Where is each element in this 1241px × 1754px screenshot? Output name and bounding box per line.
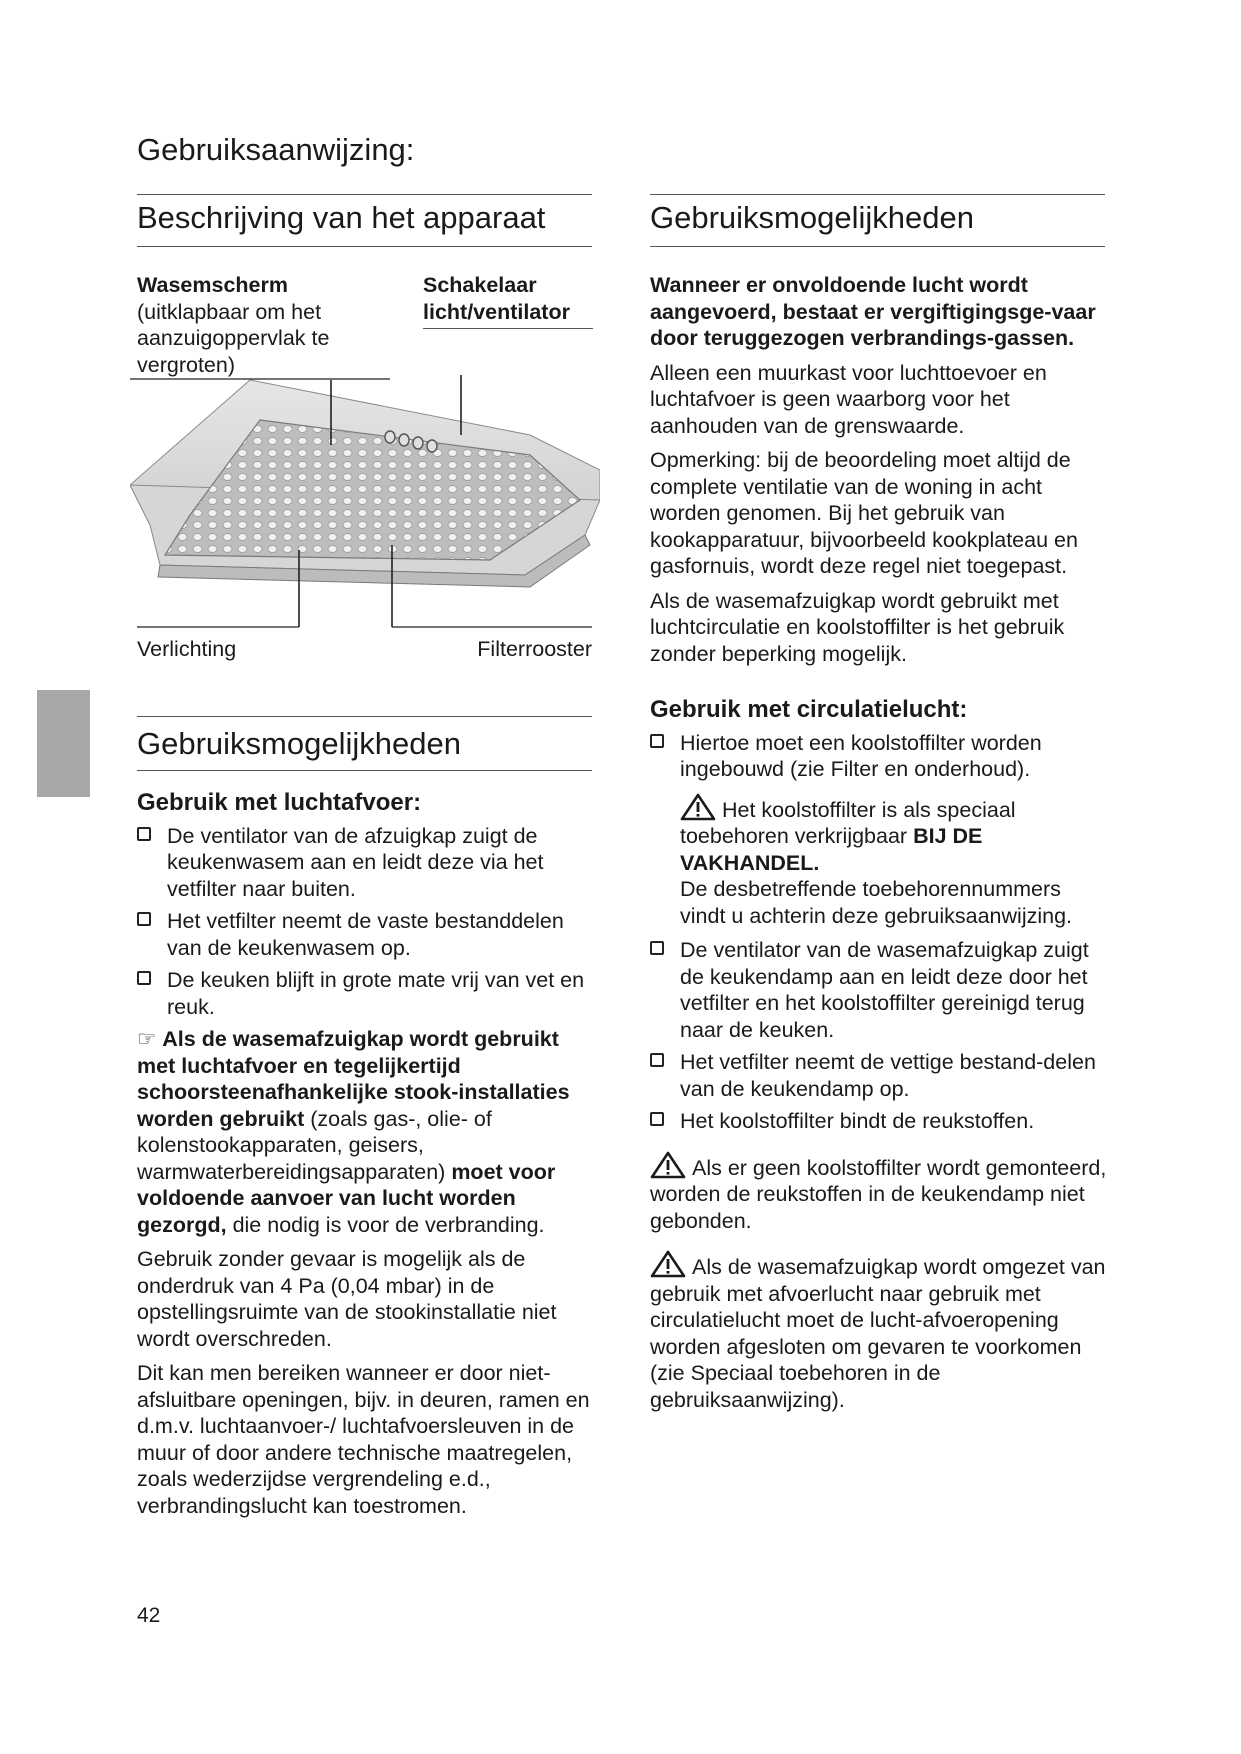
subheading-circulation: Gebruik met circulatielucht: xyxy=(650,696,968,723)
checkbox-bullet-icon xyxy=(650,941,664,955)
page-number: 42 xyxy=(137,1604,161,1627)
list-item: Het vetfilter neemt de vaste bestanddelen van de keukenwasem op. xyxy=(137,908,595,961)
rule-bottom-left xyxy=(137,246,592,247)
checkbox-bullet-icon xyxy=(137,971,151,985)
label-filterrooster: Filterrooster xyxy=(477,637,592,661)
list-item: Het vetfilter neemt de vettige bestand-delen van de keukendamp op. xyxy=(650,1049,1108,1102)
warning-triangle-icon xyxy=(650,1151,686,1179)
section-heading-usage-right: Gebruiksmogelijkheden xyxy=(650,200,974,235)
rule-bottom-right xyxy=(650,246,1105,247)
list-item: De keuken blijft in grote mate vrij van vet en reuk. xyxy=(137,967,595,1020)
section-heading-description: Beschrijving van het apparaat xyxy=(137,200,546,235)
conversion-warning: Als de wasemafzuigkap wordt omgezet van gebruik met afvoerlucht naar gebruik met circulatielucht moet de lucht-afvoeropening worden afgesloten om gevaren te voorkomen (zie Speciaal toebehoren in de gebruiksaanwijzing). xyxy=(650,1250,1108,1413)
list-item: De ventilator van de afzuigkap zuigt de keukenwasem aan en leidt deze via het vetfilter naar buiten. xyxy=(137,823,595,903)
left-body xyxy=(137,790,595,1527)
section-heading-usage: Gebruiksmogelijkheden xyxy=(137,726,461,761)
section-tab xyxy=(37,690,90,797)
label-wasemscherm-desc: (uitklapbaar om het aanzuigoppervlak te vergroten) xyxy=(137,299,330,377)
paragraph: Alleen een muurkast voor luchttoevoer en luchtafvoer is geen waarborg voor het aanhouden van de grenswaarde. xyxy=(650,360,1047,438)
list-item: De ventilator van de wasemafzuigkap zuigt de keukendamp aan en leidt deze door het vetfilter en het koolstoffilter gereinigd terug naar de keuken. xyxy=(650,937,1108,1043)
right-body xyxy=(650,272,1108,1421)
warning-triangle-icon xyxy=(680,793,716,821)
paragraph: Als de wasemafzuigkap wordt gebruikt met luchtcirculatie en koolstoffilter is het gebruik zonder beperking mogelijk. xyxy=(650,588,1065,666)
exhaust-note: ☞ Als de wasemafzuigkap wordt gebruikt met luchtafvoer en tegelijkertijd schoorsteenafhankelijke stook-installaties worden gebruikt (zoals gas-, olie- of kolenstookapparaten, geisers, warmwaterbereidingsapparaten) moet voor voldoende aanvoer van lucht worden gezorgd, die nodig is voor de verbranding. xyxy=(137,1027,570,1237)
checkbox-bullet-icon xyxy=(650,1112,664,1126)
rule-schakelaar xyxy=(423,328,593,329)
paragraph: Dit kan men bereiken wanneer er door niet-afsluitbare openingen, bijv. in deuren, ramen en d.m.v. luchtaanvoer-/ luchtafvoersleuven in de muur of door andere technische maatregelen, zoals wederzijdse vergrendeling e.d., verbrandingslucht kan toestromen. xyxy=(137,1361,590,1518)
page-title: Gebruiksaanwijzing: xyxy=(137,132,415,167)
checkbox-bullet-icon xyxy=(137,827,151,841)
hood-diagram xyxy=(130,375,600,635)
paragraph: Opmerking: bij de beoordeling moet altijd de complete ventilatie van de woning in acht worden genomen. Bij het gebruik van kookapparatuur, bijvoorbeeld kookplateau en gasfornuis, wordt deze regel niet toegepast. xyxy=(650,448,1078,578)
checkbox-bullet-icon xyxy=(137,912,151,926)
poisoning-warning: Wanneer er onvoldoende lucht wordt aangevoerd, bestaat er vergiftigingsge-vaar door teruggezogen verbrandings-gassen. xyxy=(650,273,1096,350)
rule-top-left xyxy=(137,194,592,195)
list-item: Hiertoe moet een koolstoffilter worden ingebouwd (zie Filter en onderhoud). xyxy=(650,730,1108,783)
warning-triangle-icon xyxy=(650,1250,686,1278)
subheading-exhaust: Gebruik met luchtafvoer: xyxy=(137,789,422,816)
rule-top-left-2 xyxy=(137,716,592,717)
rule-bottom-left-2 xyxy=(137,770,592,771)
pointing-hand-icon: ☞ xyxy=(137,1027,157,1051)
no-carbon-filter-warning: Als er geen koolstoffilter wordt gemonteerd, worden de reukstoffen in de keukendamp niet gebonden. xyxy=(650,1151,1108,1235)
list-item: Het koolstoffilter bindt de reukstoffen. xyxy=(650,1108,1108,1135)
label-wasemscherm xyxy=(137,272,397,378)
carbon-filter-note: Het koolstoffilter is als speciaal toebehoren verkrijgbaar BIJ DE VAKHANDEL. De desbetreffende toebehorennummers vindt u achterin deze gebruiksaanwijzing. xyxy=(650,793,1108,930)
checkbox-bullet-icon xyxy=(650,734,664,748)
label-schakelaar: Schakelaar licht/ventilator xyxy=(423,273,570,324)
label-wasemscherm-title: Wasemscherm xyxy=(137,273,288,297)
rule-top-right xyxy=(650,194,1105,195)
label-verlichting: Verlichting xyxy=(137,637,237,661)
paragraph: Gebruik zonder gevaar is mogelijk als de onderdruk van 4 Pa (0,04 mbar) in de opstellingsruimte van de stookinstallatie niet wordt overschreden. xyxy=(137,1247,557,1351)
checkbox-bullet-icon xyxy=(650,1053,664,1067)
